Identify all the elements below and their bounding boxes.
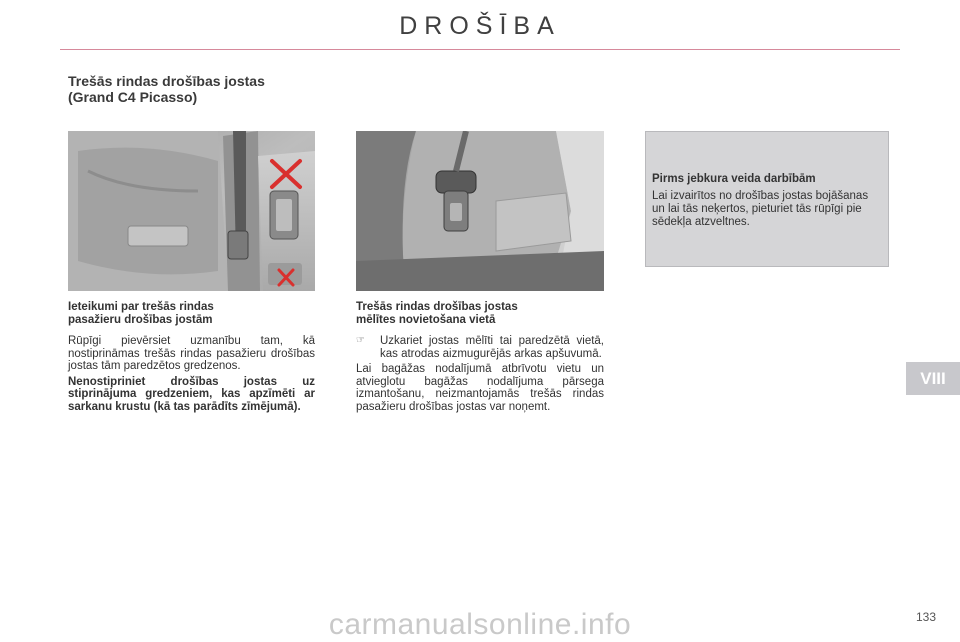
section-title	[68, 73, 265, 105]
middle-column	[356, 301, 604, 416]
info-box-title: Pirms jebkura veida darbībām	[652, 173, 816, 185]
left-heading-line1: Ieteikumi par trešās rindas	[68, 301, 214, 313]
seatbelt-tongue-holder-photo	[356, 131, 604, 291]
page-number: 133	[915, 610, 936, 624]
info-box-text: Lai izvairītos no drošības jostas bojāšanas un lai tās neķertos, pieturiet tās rūpīgi pie sēdekļa atzveltnes.	[652, 190, 869, 228]
info-box	[645, 131, 889, 267]
watermark: carmanualsonline.info	[328, 608, 632, 641]
left-heading-line2: pasažieru drošības jostām	[68, 313, 213, 326]
middle-heading-line1: Trešās rindas drošības jostas	[356, 301, 518, 313]
left-column	[68, 301, 315, 416]
middle-column-heading	[356, 301, 604, 326]
middle-column-paragraph: Lai bagāžas nodalījumā atbrīvotu vietu un atvieglotu bagāžas nodalījuma pārsega izmantošanu, neizmantojamās trešās rindas pasažieru drošības jostas var noņemt.	[356, 363, 604, 413]
left-column-warning: Nenostipriniet drošības jostas uz stiprinājuma gredzeniem, kas apzīmēti ar sarkanu krustu (kā tas parādīts zīmējumā).	[68, 375, 315, 413]
section-title-line2: (Grand C4 Picasso)	[68, 89, 198, 105]
page-title: DROŠĪBA	[399, 12, 561, 40]
list-item	[356, 335, 604, 360]
header-divider	[60, 49, 900, 50]
chapter-tab[interactable]: VIII	[906, 362, 960, 395]
pointing-hand-icon: ☞	[356, 335, 365, 346]
middle-heading-line2: mēlītes novietošana vietā	[356, 313, 496, 326]
left-column-paragraph: Rūpīgi pievērsiet uzmanību tam, kā nostiprināmas trešās rindas pasažieru drošības jostas tām paredzētos gredzenos.	[68, 335, 315, 372]
left-column-heading	[68, 301, 315, 326]
bullet-text: Uzkariet jostas mēlīti tai paredzētā vietā, kas atrodas aizmugurējās arkas apšuvumā.	[380, 335, 604, 360]
seatbelt-anchor-photo	[68, 131, 315, 291]
section-title-line1: Trešās rindas drošības jostas	[68, 73, 265, 89]
